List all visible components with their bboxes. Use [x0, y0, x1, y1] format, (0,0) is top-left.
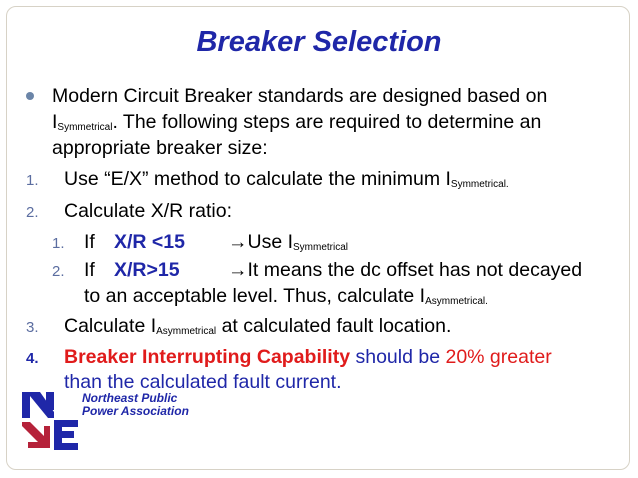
substep-1-condition: X/R <15: [114, 231, 186, 253]
logo-line-2: Power Association: [82, 404, 189, 418]
substep-2-if: If: [84, 259, 95, 281]
substep-1-if: If: [84, 231, 95, 253]
step-number: 1.: [26, 172, 39, 189]
substep-2-condition: X/R>15: [114, 259, 180, 281]
step-2-text: Calculate X/R ratio:: [64, 200, 232, 222]
step-number: 4.: [26, 350, 39, 367]
npa-logo: [22, 391, 189, 452]
substep-2-line-2: to an acceptable level. Thus, calculate $I_{Asymmetrical.}$: [84, 285, 488, 307]
step-1-text: Use “E/X” method to calculate the minimum $I_{Symmetrical.}$: [64, 168, 509, 190]
step-4-line-2: than the calculated fault current.: [64, 371, 342, 393]
intro-subscript: Symmetrical: [57, 122, 113, 133]
step-4-text: Breaker Interrupting Capability should be 20% greater: [64, 346, 552, 368]
logo-line-1: Northeast Public: [82, 391, 178, 405]
bullet-dot: [26, 92, 34, 100]
substep-1-result: →Use $I_{Symmetrical}$: [228, 231, 349, 253]
npa-logo-mark: [22, 392, 86, 452]
intro-line-1: Modern Circuit Breaker standards are designed based on: [52, 85, 548, 107]
slide-title: Breaker Selection: [196, 26, 442, 58]
step-number: 2.: [26, 204, 39, 221]
step-number: 3.: [26, 319, 39, 336]
substep-number: 1.: [52, 235, 65, 252]
substep-number: 2.: [52, 263, 65, 280]
substep-2-result: →It means the dc offset has not decayed: [228, 259, 583, 281]
intro-line-2: $I_{Symmetrical}$. The following steps are required to determine an: [52, 111, 542, 133]
intro-line-3: appropriate breaker size:: [52, 137, 268, 159]
step-3-text: Calculate $I_{Asymmetrical}$ at calculated fault location.: [64, 315, 452, 337]
